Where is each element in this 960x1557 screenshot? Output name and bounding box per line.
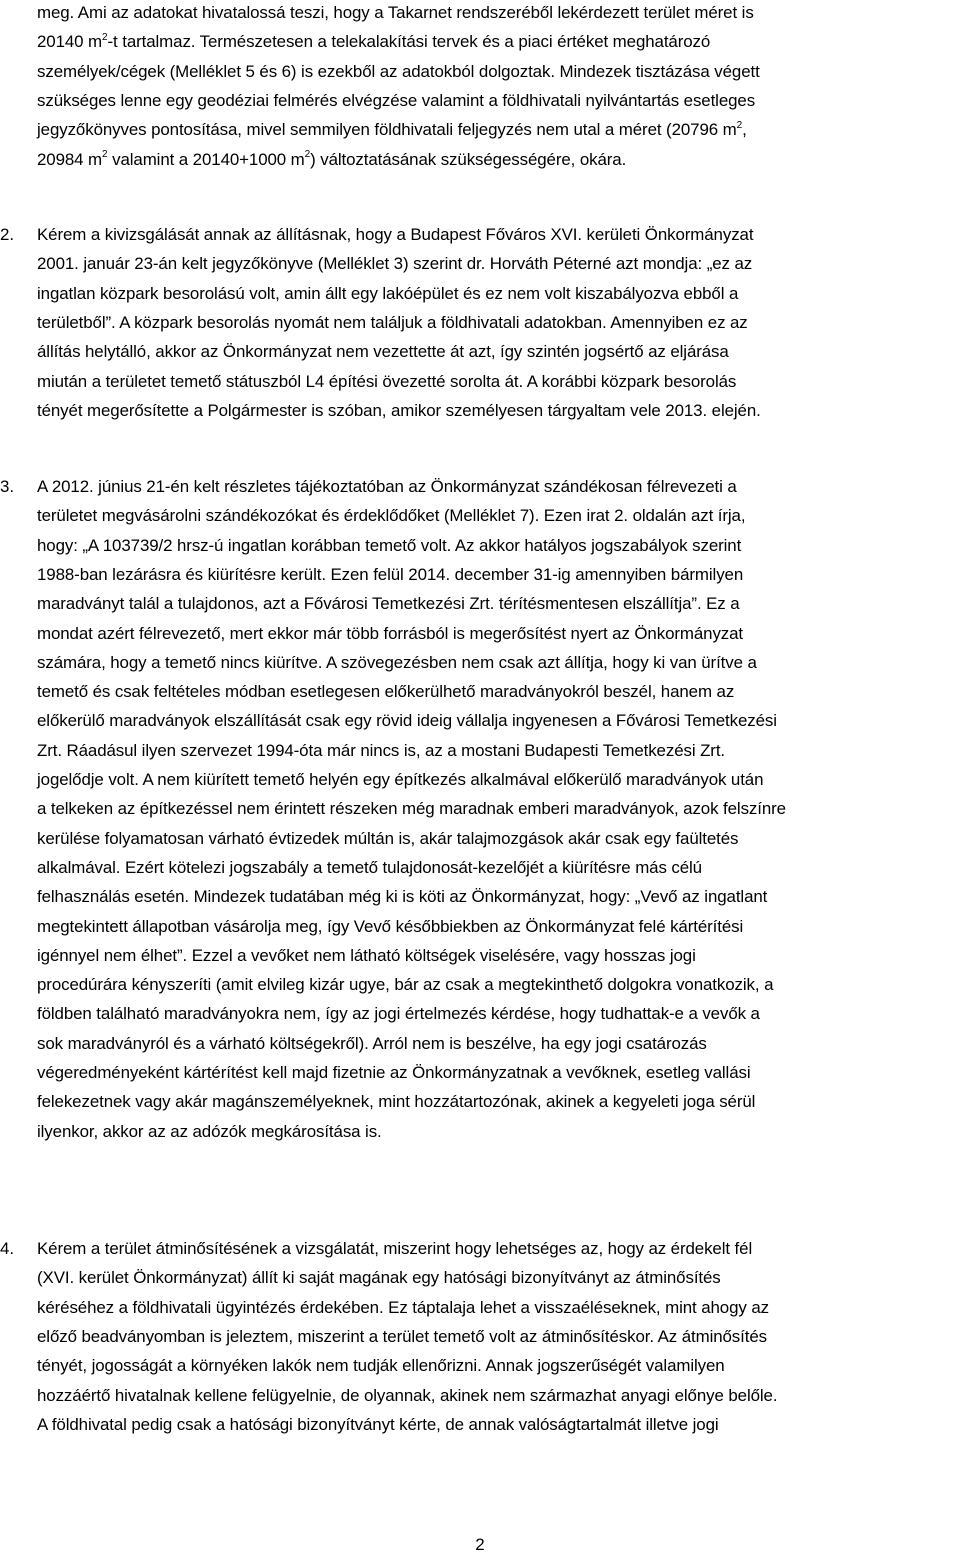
text-line: szükséges lenne egy geodéziai felmérés elvégzése valamint a földhivatali nyilvántartás esetleges [37,90,756,110]
superscript: 2 [304,148,311,160]
text-line: kéréséhez a földhivatali ügyintézés érdekében. Ez táptalaja lehet a visszaéléseknek, mint ahogy az [37,1297,769,1317]
text-line: hozzáértő hivatalnak kellene felügyelnie, de olyannak, akinek nem származhat anyagi előnye belőle. [37,1385,778,1405]
text-line: 1988-ban lezárásra és kiürítésre került. Ezen felül 2014. december 31-ig amennyiben bármilyen [37,564,744,584]
text-line: A földhivatal pedig csak a hatósági bizonyítványt kérte, de annak valóságtartalmát illetve jogi [37,1414,719,1434]
text-line: területből”. A közpark besorolás nyomát nem találjuk a földhivatali adatokban. Amennyiben ez az [37,312,748,332]
superscript: 2 [102,148,108,160]
text-line: megtekintett állapotban vásárolja meg, így Vevő későbbiekben az Önkormányzat felé kártérítési [37,916,744,936]
text-line: állítás helytálló, akkor az Önkormányzat nem vezettette át azt, így szintén jogsértő az eljárása [37,342,729,362]
text-line: ilyenkor, akkor az az adózók megkárosítása is. [37,1121,382,1141]
text-line: számára, hogy a temető nincs kiürítve. A szövegezésben nem csak azt állítja, hogy ki van ürítve a [37,652,757,672]
text-line: földben található maradványokra nem, így az jogi értelmezés kérdése, hogy tudhattak-e a vevők a [37,1004,760,1024]
text-line: végeredményeként kártérítést kell majd fizetnie az Önkormányzatnak a vevőknek, esetleg vallási [37,1063,751,1082]
text-line: Kérem a kivizsgálását annak az állításnak, hogy a Budapest Főváros XVI. kerületi Önkormányzat [37,225,754,244]
text-line: procedúrára kényszeríti (amit elvileg kizár ugye, bár az csak a megtekinthető dolgokra vonatkozik, a [37,975,774,995]
text-line: temető és csak feltételes módban esetlegesen előkerülhető maradványokról beszél, hanem az [37,682,735,702]
text-line: sok maradványról és a várható költségekről). Arról nem is beszélve, ha egy jogi csatározás [37,1033,707,1053]
text-line: igénnyel nem élhet”. Ezzel a vevőket nem látható költségek viselésére, vagy hosszas jogi [37,945,696,965]
text-line: területet megvásárolni szándékozókat és érdeklődőket (Melléklet 7). Ezen irat 2. oldalán azt írja, [37,506,746,526]
text-line: Zrt. Ráadásul ilyen szervezet 1994-óta már nincs is, az a mostani Budapesti Temetkezési Zrt. [37,740,726,760]
text-line: előző beadványomban is jeleztem, miszerint a terület temető volt az átminősítéskor. Az átminősítés [37,1326,767,1346]
text-line: a telkeken az építkezéssel nem érintett részeken még maradnak emberi maradványok, azok felszínre [37,799,786,819]
superscript: 2 [736,119,743,131]
text-line: tényét, jogosságát a környéken lakók nem tudják ellenőrizni. Annak jogszerűségét valamilyen [37,1356,725,1376]
superscript: 2 [102,31,108,43]
list-item-number: 4. [0,1239,15,1258]
text-line: tényét megerősítette a Polgármester is szóban, amikor személyesen tárgyaltam vele 2013. elején. [37,400,761,420]
text-line: alkalmával. Ezért kötelezi jogszabály a temető tulajdonosát-kezelőjét a kiürítésre más célú [37,857,702,877]
text-line: maradványt talál a tulajdonos, azt a Fővárosi Temetkezési Zrt. térítésmentesen elszállítja”. Ez a [37,594,740,614]
text-line: miután a területet temető státuszból L4 építési övezetté sorolta át. A korábbi közpark besorolás [37,371,737,391]
text-line: jogelődje volt. A nem kiürített temető helyén egy építkezés alkalmával előkerülő maradványok után [37,770,764,789]
text-line: jegyzőkönyves pontosítása, mivel semmilyen földhivatali feljegyzés nem utal a méret (20796 $m^2$, [37,119,747,140]
text-line: személyek/cégek (Melléklet 5 és 6) is ezekből az adatokból dolgoztak. Mindezek tisztázása végett [37,61,760,81]
text-line: mondat azért félrevezető, mert ekkor már több forrásból is megerősítést nyert az Önkormányzat [37,623,744,643]
text-line: Kérem a terület átminősítésének a vizsgálatát, miszerint hogy lehetséges az, hogy az érdekelt fél [37,1239,753,1258]
text-line: 20140 $m^2-t$ tartalmaz. Természetesen a telekalakítási tervek és a piaci értéket meghatározó [37,31,711,52]
text-line: felekezetnek vagy akár magánszemélyeknek, mint hozzátartozónak, akinek a kegyeleti joga sérül [37,1092,756,1112]
text-line: (XVI. kerület Önkormányzat) állít ki saját magának egy hatósági bizonyítványt az átminősítés [37,1268,721,1288]
text-line: kerülése folyamatosan várható évtizedek múltán is, akár talajmozgások akár csak egy faültetés [37,828,739,848]
text-line: ingatlan közpark besorolású volt, amin állt egy lakóépület és ez nem volt kiszabályozva ebből a [37,283,739,303]
text-line: előkerülő maradványok elszállítását csak egy rövid ideig vállalja ingyenesen a Fővárosi Temetkezési [37,711,777,731]
text-line: felhasználás esetén. Mindezek tudatában még ki is köti az Önkormányzat, hogy: „Vevő az ingatlant [37,887,768,907]
text-line: hogy: „A 103739/2 hrsz-ú ingatlan korábban temető volt. Az akkor hatályos jogszabályok szerint [37,535,742,555]
list-item-number: 3. [0,477,15,496]
text-line: 2001. január 23-án kelt jegyzőkönyve (Melléklet 3) szerint dr. Horváth Péterné azt mondja: „ez az [37,254,753,274]
text-line: meg. Ami az adatokat hivatalossá teszi, hogy a Takarnet rendszeréből lekérdezett terület méret is [37,3,754,22]
list-item-number: 2. [0,225,15,244]
text-line: 20984 $m^2$ valamint a 20140+1000 $m^2$) változtatásának szükségességére, okára. [37,148,627,169]
page-number: 2 [475,1535,485,1554]
text-line: A 2012. június 21-én kelt részletes tájékoztatóban az Önkormányzat szándékosan félrevezeti a [37,477,737,496]
